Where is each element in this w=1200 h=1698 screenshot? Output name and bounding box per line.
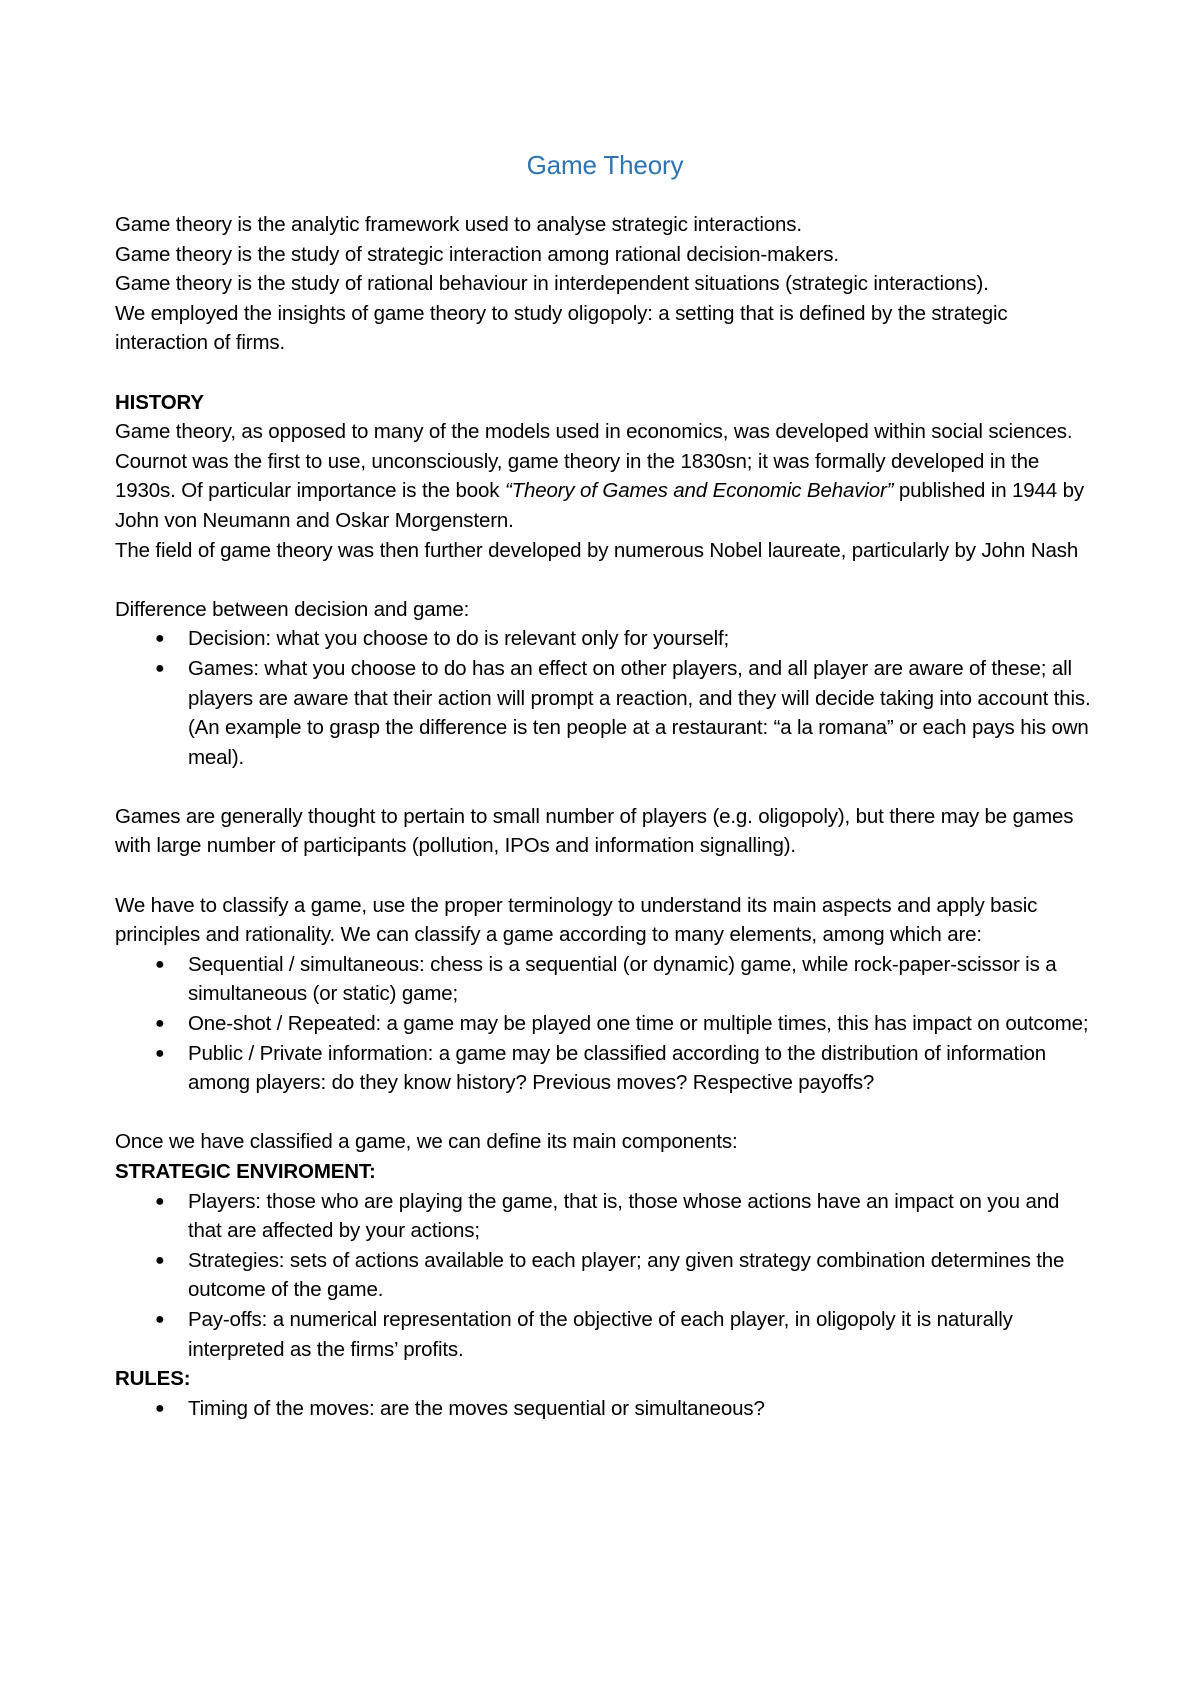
rules-heading: RULES: [115,1367,191,1391]
list-item-text: Timing of the moves: are the moves sequential or simultaneous? [188,1396,765,1420]
list-item-text: Pay-offs: a numerical representation of the objective of each player, in oligopoly it is naturally interpreted as the firms’ profits. [188,1307,1013,1361]
list-item-text: One-shot / Repeated: a game may be played one time or multiple times, this has impact on outcome; [188,1012,1089,1036]
bullet-icon: ● [155,1399,165,1417]
history-text-before: Game theory, as opposed to many of the models used in economics, was developed within social sciences. Cournot was the first to use, unconsciously, game theory in the 1830sn; it was formally developed in the 1930s. Of particular importance is the book [115,420,1073,503]
list-item-text: Public / Private information: a game may be classified according to the distribution of information among players: do they know history? Previous moves? Respective payoffs? [188,1041,1046,1095]
spacer [115,565,1095,595]
list-item [115,1039,1095,1098]
classify-list [115,950,1095,1098]
difference-intro: Difference between decision and game: [115,597,470,621]
strategic-list [115,1187,1095,1365]
classify-intro: We have to classify a game, use the proper terminology to understand its main aspects and apply basic principles and rationality. We can classify a game according to many elements, among which are: [115,893,1038,947]
rules-list [115,1394,1095,1424]
intro-line-3: Game theory is the study of rational behaviour in interdependent situations (strategic interactions). [115,272,989,296]
bullet-icon: ● [155,1192,165,1210]
intro-line-2: Game theory is the study of strategic interaction among rational decision-makers. [115,242,839,266]
history-heading: HISTORY [115,390,204,414]
bullet-icon: ● [155,1044,165,1062]
book-title: “Theory of Games and Economic Behavior” [504,479,894,503]
difference-list [115,624,1095,772]
history-paragraph [115,417,1095,535]
spacer [115,1098,1095,1128]
list-item [115,1187,1095,1246]
bullet-icon: ● [155,1251,165,1269]
list-item-text: Strategies: sets of actions available to each player; any given strategy combination determines the outcome of the game. [188,1248,1065,1302]
list-item [115,1394,1095,1424]
list-item [115,950,1095,1009]
list-item [115,1009,1095,1039]
bullet-icon: ● [155,659,165,677]
history-paragraph-2: The field of game theory was then further developed by numerous Nobel laureate, particularly by John Nash [115,538,1079,562]
spacer [115,861,1095,891]
spacer [115,772,1095,802]
list-item-text: Players: those who are playing the game, that is, those whose actions have an impact on you and that are affected by your actions; [188,1189,1060,1243]
spacer [115,358,1095,388]
bullet-icon: ● [155,630,165,648]
list-item-text: Sequential / simultaneous: chess is a sequential (or dynamic) game, while rock-paper-scissor is a simultaneous (or static) game; [188,952,1057,1006]
list-item [115,1246,1095,1305]
list-item [115,1305,1095,1364]
list-item [115,624,1095,654]
list-item [115,654,1095,772]
bullet-icon: ● [155,1310,165,1328]
components-intro: Once we have classified a game, we can define its main components: [115,1130,738,1154]
list-item-text: Games: what you choose to do has an effect on other players, and all player are aware of these; all players are aware that their action will prompt a reaction, and they will decide taking into account this. (An example to grasp the difference is ten people at a restaurant: “a la romana” or each pays his own meal). [188,656,1091,769]
intro-line-4: We employed the insights of game theory to study oligopoly: a setting that is defined by the strategic interaction of firms. [115,301,1008,355]
strategic-environment-heading: STRATEGIC ENVIROMENT: [115,1160,376,1183]
list-item-text: Decision: what you choose to do is relevant only for yourself; [188,627,730,651]
page-title: Game Theory [526,150,684,180]
history-text-after: published in 1944 by John von Neumann and Oskar Morgenstern. [115,479,1084,532]
bullet-icon: ● [155,1015,165,1033]
players-paragraph: Games are generally thought to pertain to small number of players (e.g. oligopoly), but there may be games with large number of participants (pollution, IPOs and information signalling). [115,804,1074,858]
document-body [115,148,1095,1423]
intro-line-1: Game theory is the analytic framework used to analyse strategic interactions. [115,213,802,236]
bullet-icon: ● [155,955,165,973]
